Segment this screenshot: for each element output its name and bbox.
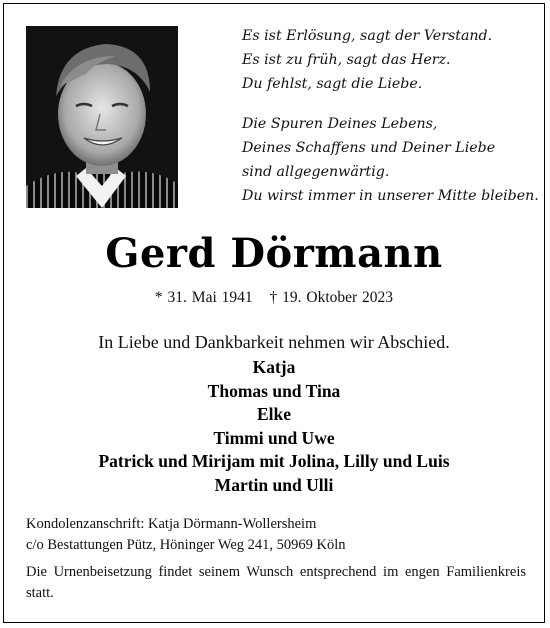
condolence-line: c/o Bestattungen Pütz, Höninger Weg 241, 50969 Köln	[26, 537, 346, 553]
poem-line: Die Spuren Deines Lebens,	[242, 116, 438, 132]
poem-line: Du wirst immer in unserer Mitte bleiben.	[242, 188, 539, 204]
farewell-text: In Liebe und Dankbarkeit nehmen wir Abschied.	[98, 332, 450, 352]
obituary-notice	[3, 3, 545, 623]
poem-stanza-1	[242, 24, 532, 96]
deceased-name: Gerd Dörmann	[105, 230, 443, 277]
mourner-entry: Timmi und Uwe	[213, 427, 335, 448]
poem-line: Deines Schaffens und Deiner Liebe	[242, 140, 496, 156]
portrait-illustration	[26, 26, 178, 208]
mourner-entry: Elke	[256, 404, 292, 424]
poem	[242, 24, 539, 224]
condolence-line: Kondolenzanschrift: Katja Dörmann-Wollersheim	[26, 516, 317, 532]
mourner-entry: Martin und Ulli	[214, 474, 334, 495]
mourner-entry: Patrick und Mirijam mit Jolina, Lilly und Luis	[98, 451, 450, 471]
life-dates	[4, 289, 544, 307]
poem-line: sind allgegenwärtig.	[242, 164, 390, 180]
mourner-entry: Katja	[252, 357, 296, 377]
portrait-photo	[26, 26, 178, 208]
funeral-note: Die Urnenbeisetzung findet seinem Wunsch entsprechend im engen Familienkreis statt.	[26, 564, 526, 601]
mourner-entry: Thomas und Tina	[207, 380, 341, 401]
poem-line: Es ist zu früh, sagt das Herz.	[242, 52, 451, 68]
condolence-address	[26, 514, 526, 556]
death-date: † 19. Oktober 2023	[269, 289, 394, 306]
mourners-list	[4, 356, 544, 497]
birth-date: * 31. Mai 1941	[154, 289, 253, 306]
poem-line: Du fehlst, sagt die Liebe.	[242, 76, 423, 92]
poem-stanza-2	[242, 112, 539, 208]
poem-line: Es ist Erlösung, sagt der Verstand.	[242, 28, 493, 44]
